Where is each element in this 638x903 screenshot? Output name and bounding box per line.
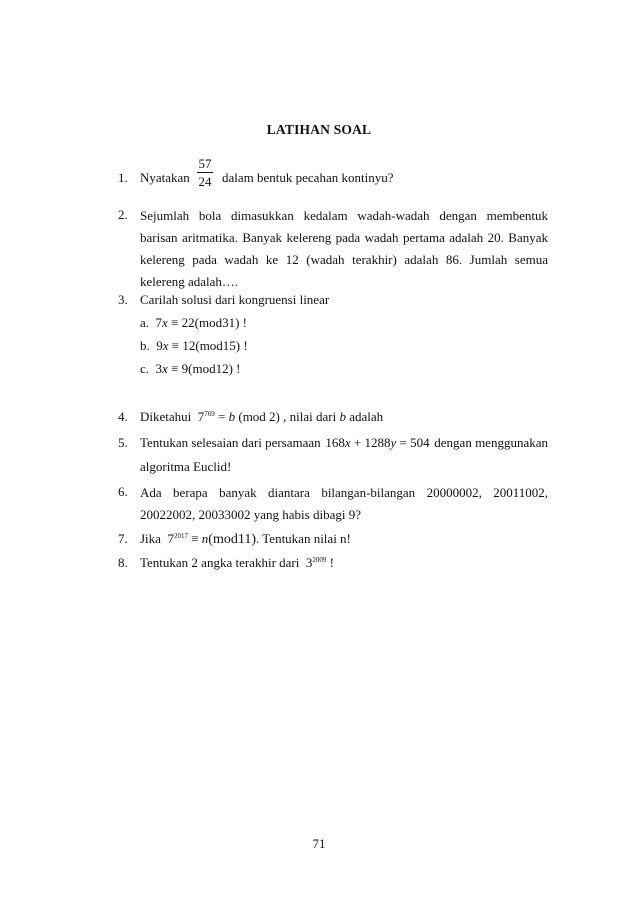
congruence-rest: ≡ 22(mod31) ! [171, 315, 247, 330]
text-segment: . Tentukan nilai n! [256, 531, 351, 546]
power-base: 7 [197, 409, 205, 424]
text-segment: Tentukan selesaian dari persamaan [140, 435, 321, 450]
question-5-line-2: algoritma Euclid! [140, 459, 232, 474]
question-3-part-b [140, 336, 248, 356]
variable: y [390, 435, 397, 450]
variable: x [344, 435, 351, 450]
question-number: 6. [118, 484, 128, 499]
question-8-text [140, 553, 334, 573]
question-1-suffix: dalam bentuk pecahan kontinyu? [222, 170, 394, 185]
question-5-line-1 [140, 433, 548, 453]
coefficient: 3 [155, 361, 163, 376]
text-segment: dengan menggunakan [434, 435, 548, 450]
coefficient: 7 [155, 315, 163, 330]
congruence-rest: ≡ 9(mod12) ! [171, 361, 241, 376]
question-3-text: Carilah solusi dari kongruensi linear [140, 292, 330, 307]
text-segment: adalah [349, 409, 384, 424]
congruence-rest: ≡ 12(mod15) ! [171, 338, 248, 353]
power-exponent: 769 [204, 410, 215, 418]
fraction [197, 156, 213, 189]
question-number: 5. [118, 435, 128, 450]
equation-term: + 1288 [353, 435, 391, 450]
text-segment: Jika [140, 531, 161, 546]
question-number: 1. [118, 170, 128, 185]
variable: x [162, 315, 168, 330]
part-label: b. [140, 338, 150, 353]
text-segment: Tentukan 2 angka terakhir dari [140, 555, 300, 570]
power-base: 3 [305, 555, 313, 570]
variable: b [339, 409, 346, 424]
question-1-prefix: Nyatakan [140, 170, 190, 185]
question-2-text: Sejumlah bola dimasukkan kedalam wadah-wadah dengan membentuk barisan aritmatika. Banyak kelereng pada wadah pertama adalah 20. Banyak kelereng pada wadah ke 12 (wadah terakhir) adalah 86. Jumlah semua kelereng adalah…. [140, 208, 548, 289]
text-segment: ! [329, 555, 334, 570]
text-segment: (mod 2) , nilai dari [238, 409, 337, 424]
coefficient: 9 [156, 338, 163, 353]
power-base: 7 [167, 531, 174, 546]
equals-sign: = [218, 409, 226, 424]
text-segment: Diketahui [140, 409, 192, 424]
part-label: a. [140, 315, 150, 330]
question-4-text [140, 407, 383, 427]
variable: x [162, 361, 168, 376]
variable: b [228, 409, 236, 424]
variable: x [162, 338, 169, 353]
question-number: 4. [118, 409, 128, 424]
variable: n [201, 531, 209, 546]
power-exponent: 2009 [312, 556, 327, 564]
question-number: 2. [118, 207, 128, 222]
coefficient: 168 [325, 435, 345, 450]
part-label: c. [140, 361, 150, 376]
equation-term: = 504 [399, 435, 430, 450]
fraction-numerator: 57 [198, 156, 212, 171]
page-title: LATIHAN SOAL [266, 122, 372, 137]
question-1-text [140, 168, 190, 188]
modulus: (mod11) [208, 532, 256, 547]
question-3-part-c [140, 359, 241, 379]
congruence-sign: ≡ [191, 531, 199, 546]
question-number: 7. [118, 531, 128, 546]
question-number: 8. [118, 555, 128, 570]
fraction-denominator: 24 [198, 174, 212, 189]
question-number: 3. [118, 292, 128, 307]
equation [325, 433, 429, 453]
page-number: 71 [312, 836, 326, 851]
question-6-text: Ada berapa banyak diantara bilangan-bilangan 20000002, 20011002, 20022002, 20033002 yang habis dibagi 9? [140, 485, 548, 522]
question-3-part-a [140, 313, 247, 333]
question-7-text [140, 529, 351, 550]
power-exponent: 2017 [173, 532, 188, 540]
fraction-bar [197, 172, 213, 173]
